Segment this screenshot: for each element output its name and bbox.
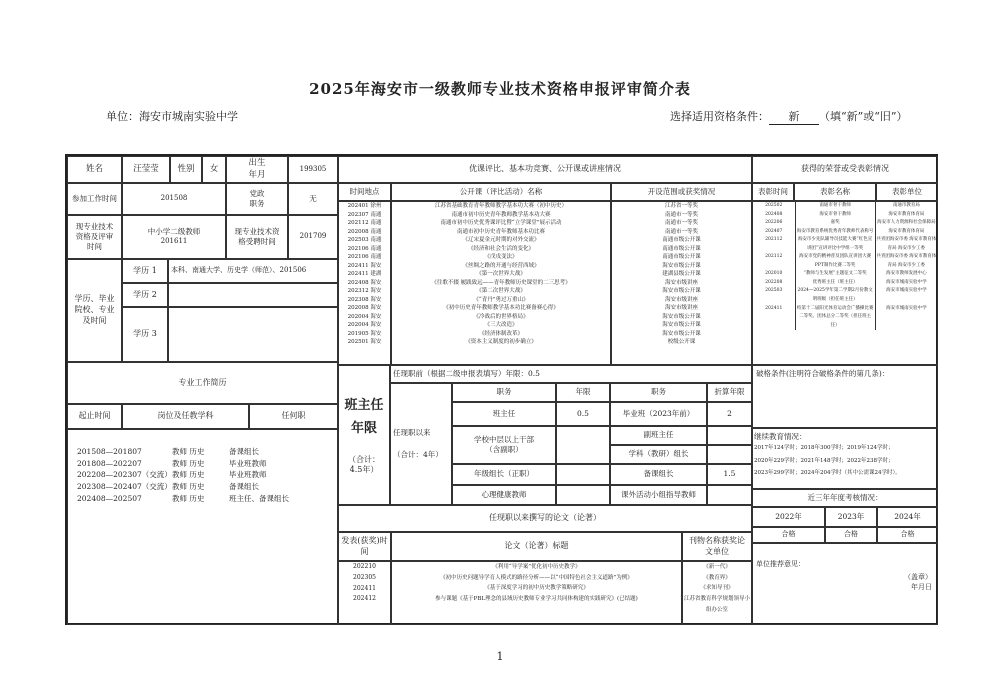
honor-org: 海安市城南实验中学 — [886, 288, 927, 294]
career-post: 教师 历史 — [172, 481, 205, 491]
name-value: 汪莹莹 — [122, 156, 170, 183]
honor-org: 海安市教育体育局 — [888, 211, 925, 217]
continuing-ed-label: 继续教育情况： — [754, 432, 807, 441]
assessment-label: 近三年年度考核情况： — [752, 489, 938, 507]
continuing-ed-line: 2017年124学时；2018年300学时；2019年124学时； — [754, 445, 894, 452]
ht-duty: 年级组长（正职） — [452, 464, 556, 485]
lesson-time: 202312 海安 — [347, 288, 382, 295]
ht-duty: 班主任 — [452, 402, 556, 426]
lesson-result: 校级公开课 — [667, 339, 696, 346]
ht-col-duty2: 职务 — [610, 383, 707, 402]
honor-row — [753, 202, 937, 211]
honors-header-time: 表彰时间 — [752, 183, 794, 201]
ht-years — [556, 485, 610, 505]
ht-conv: 2 — [707, 402, 752, 426]
lesson-time: 202501 海安 — [347, 339, 382, 346]
page-number: 1 — [496, 650, 504, 663]
lessons-header-name: 公开课（评比活动）名称 — [391, 183, 611, 201]
lesson-result: 江苏省一等奖 — [664, 203, 698, 209]
honor-org: 共青团海安市委 海安市教育体育局 海安市少工委 — [876, 237, 937, 251]
honor-row — [753, 270, 937, 279]
honor-row — [753, 287, 937, 304]
lesson-time: 202004 海安 — [347, 322, 382, 329]
paper-journal: 《求知导刊》 — [700, 585, 734, 592]
honor-org: 南通市教育局 — [892, 203, 920, 208]
honor-name: “教师与生发展”主题征文二等奖 — [795, 270, 876, 279]
honor-name: 南通市骨干教师 — [795, 202, 876, 211]
career-period: 201508—201807 — [77, 447, 142, 456]
lesson-name: 南通市初中历史优秀课评比暨“立学课堂”展示活动 — [440, 220, 562, 227]
papers-header-title: 论文（论著）标题 — [391, 532, 682, 561]
honor-row — [753, 211, 937, 220]
continuing-ed-line: 2023年299学时；2024年204学时（其中公需课24学时）。 — [754, 470, 901, 477]
papers-journal-col — [682, 561, 752, 625]
honor-name: 海安市少先队辅导员技能大赛“红色宣讲团”宣讲评比中学组一等奖 — [795, 236, 876, 253]
current-title-cell — [122, 215, 226, 259]
lesson-result: 南通市一等奖 — [664, 211, 698, 218]
lesson-result: 海安市级讲座 — [664, 279, 698, 286]
education-label: 学历、毕业院校、专业及时间 — [67, 259, 122, 362]
ht-duty2: 学科（教研）组长 — [610, 445, 707, 464]
ht-conv: 1.5 — [707, 464, 752, 485]
ht-col-duty: 职务 — [452, 383, 556, 402]
career-header-post: 岗位及任教学科 — [122, 404, 249, 429]
honor-time: 202502 — [765, 203, 783, 208]
headteacher-since-cell — [390, 383, 452, 505]
honor-time: 202411 — [765, 305, 783, 311]
career-row — [77, 446, 289, 458]
papers-title: 任现职以来撰写的论文（论著） — [338, 505, 752, 532]
honor-name: 优秀班主任（班主任） — [795, 279, 876, 288]
lesson-name: 《资本主义制度的初步确立》 — [465, 339, 537, 346]
lesson-name: 《往歌不辍 履践致远——青年教师历史课堂的二三思考》 — [431, 279, 571, 286]
lesson-name: 《辽宋夏金元时期的对外交流》 — [462, 237, 540, 244]
headteacher-label-1: 班主任 — [344, 397, 384, 413]
career-role: 备课组长 — [229, 447, 259, 456]
lesson-name: 《三大改造》 — [484, 322, 518, 329]
headteacher-since-label: 任现职以来 — [393, 427, 431, 437]
lesson-name: 《冷战后的世界格局》 — [473, 313, 529, 320]
lessons-header-time: 时间地点 — [338, 183, 391, 201]
ht-duty2: 课外活动小组指导教师 — [610, 485, 707, 505]
honor-name: 海安市教育系统优秀青年教师代表称号 — [795, 228, 876, 237]
honor-time: 202206 — [765, 220, 783, 226]
headteacher-total: （合计：4.5年） — [348, 454, 380, 475]
papers-title-col — [391, 561, 682, 625]
condition-label: 选择适用资格条件： — [670, 110, 769, 123]
breakthrough-cell — [752, 365, 938, 428]
recommendation-cell — [752, 543, 938, 625]
lesson-name: 《第二次世界大战》 — [476, 288, 526, 295]
paper-title: 《基于深度学习的初中历史教学策略研究》 — [484, 585, 589, 592]
lesson-result: 海安市级公开课 — [662, 330, 701, 337]
paper-time: 202210 — [353, 563, 376, 570]
career-row — [77, 481, 289, 493]
assessment-year: 2024年 — [877, 507, 938, 527]
condition-hint: （填“新”或“旧”） — [819, 110, 908, 123]
honor-name: 海安市骨干教师 — [795, 211, 876, 220]
headteacher-before — [390, 365, 752, 383]
education-1-label: 学历 1 — [122, 259, 168, 283]
paper-journal: 《教育界》 — [703, 574, 731, 581]
lesson-time: 202106 南通 — [347, 245, 382, 252]
lesson-name: 《经济和社会生活的变化》 — [467, 245, 534, 252]
lesson-name: 《戊戌变法》 — [484, 254, 518, 261]
honor-name: 嘉奖 — [795, 219, 876, 228]
ht-conv — [707, 426, 752, 445]
lesson-name: 南通市初中历史青年教师基本功比赛 — [456, 228, 545, 235]
ht-col-years: 年限 — [556, 383, 610, 402]
honor-org: 海安市教育体育局 — [888, 228, 925, 234]
gender-label: 性别 — [170, 156, 202, 183]
career-role: 班主任、备课组长 — [229, 493, 289, 503]
lesson-name: 《经济体制改革》 — [478, 330, 523, 337]
education-3-label: 学历 3 — [122, 307, 168, 362]
headteacher-before-value: 0.5 — [528, 368, 540, 378]
lesson-name: 《丝绸之路的开通与经营西域》 — [462, 262, 540, 269]
hire-value: 201709 — [288, 215, 338, 259]
lesson-name: 江苏省基础教育青年教师教学基本功大赛（初中历史） — [434, 203, 567, 209]
honor-name: 校第十二届阳光体育运动会广播操比赛二等奖、团体总分二等奖（担任班主任） — [795, 305, 876, 331]
lessons-result-col — [611, 201, 752, 365]
honor-name: 海安市党的精神普及团队宣讲团大赛PPT制作比赛二等奖 — [795, 253, 876, 270]
ht-duty2: 备课组长 — [610, 464, 707, 485]
career-period: 202308—202407（交流） — [77, 481, 172, 491]
papers-time-col — [338, 561, 391, 625]
lesson-time: 202004 海安 — [347, 313, 382, 320]
lesson-time: 202008 海安 — [347, 305, 382, 312]
lesson-name: 《第一次世界大战》 — [476, 271, 526, 278]
lesson-result: 海安市级公开课 — [662, 313, 701, 320]
career-row — [77, 469, 289, 481]
lesson-time: 202308 海安 — [347, 296, 382, 303]
honor-org: 海安市城南实验中学 — [886, 305, 927, 311]
lesson-result: 南通市级公开课 — [662, 254, 701, 261]
gender-value: 女 — [202, 156, 226, 183]
work-start-value: 201508 — [122, 183, 226, 215]
lesson-name: 《“青丹”勇过万重山》 — [473, 296, 529, 303]
honor-time: 202010 — [765, 271, 783, 277]
career-header-period: 起止时间 — [67, 404, 122, 429]
ht-duty2: 副班主任 — [610, 426, 707, 445]
honors-title: 获得的荣誉或受表彰情况 — [752, 156, 938, 183]
honor-row — [753, 236, 937, 253]
unit-line — [106, 108, 238, 124]
recommendation-seal: （盖章） — [904, 573, 932, 582]
honor-row — [753, 253, 937, 270]
ht-years — [556, 426, 610, 464]
lessons-title: 优课评比、基本功竞赛、公开课或讲座情况 — [338, 156, 752, 183]
lesson-result: 海安市级讲座 — [664, 305, 698, 312]
education-2-value — [168, 283, 338, 307]
name-label: 姓名 — [67, 156, 122, 183]
honor-org: 共青团海安市委 海安市教育体育局 海安市少工委 — [876, 254, 937, 268]
paper-title: 《利用“导学案”优化初中历史教学》 — [492, 564, 581, 570]
lessons-name-col — [391, 201, 611, 365]
lesson-time: 202503 南通 — [347, 237, 382, 244]
party-label: 党政职务 — [226, 183, 288, 215]
honor-time: 202112 — [765, 237, 783, 243]
party-value: 无 — [288, 183, 338, 215]
assessment-year: 2023年 — [825, 507, 877, 527]
current-title-date: 201611 — [160, 237, 188, 246]
career-role: 备课组长 — [229, 481, 259, 491]
lesson-result: 海安市级讲座 — [664, 296, 698, 303]
condition-value: 新 — [769, 108, 819, 125]
assessment-year: 2022年 — [752, 507, 825, 527]
honor-time: 202503 — [765, 288, 783, 294]
honor-row — [753, 279, 937, 288]
paper-time: 202412 — [353, 595, 376, 603]
honor-row — [753, 219, 937, 228]
lesson-time: 202008 南通 — [347, 228, 382, 235]
career-post: 教师 历史 — [172, 470, 205, 480]
career-period: 202408—202507 — [77, 493, 142, 503]
papers-header-journal: 刊物名称获奖论文单位 — [682, 532, 752, 561]
paper-time: 202305 — [353, 573, 376, 581]
ht-conv — [707, 445, 752, 464]
unit-label: 单位： — [106, 110, 139, 123]
career-role: 毕业班教师 — [229, 470, 267, 480]
current-title-label: 现专业技术资格及评审时间 — [67, 215, 122, 259]
honor-org: 海安市人力资源和社会保障局 — [877, 220, 936, 226]
lesson-time: 202411 海安 — [347, 262, 382, 269]
lesson-time: 202112 南通 — [347, 220, 382, 227]
honors-header-name: 表彰名称 — [794, 183, 876, 201]
lesson-time: 202307 南通 — [347, 211, 382, 218]
ht-conv — [707, 485, 752, 505]
paper-journal: 《新一代》 — [703, 564, 731, 570]
continuing-ed-line: 2020年229学时；2021年148学时；2022年238学时； — [754, 457, 894, 464]
page-title: 2025年海安市一级教师专业技术资格申报评审简介表 — [309, 80, 691, 98]
career-period: 202208—202307（交流） — [77, 470, 172, 480]
work-start-label: 参加工作时间 — [67, 183, 122, 215]
ht-col-conv: 折算年限 — [707, 383, 752, 402]
breakthrough-label: 破格条件(注明符合破格条件的第几条)： — [756, 369, 890, 378]
honor-row — [753, 305, 937, 331]
education-3-value — [168, 307, 338, 362]
education-2-label: 学历 2 — [122, 283, 168, 307]
headteacher-since-total: （合计：4年） — [393, 450, 443, 459]
lesson-result: 南通市级公开课 — [662, 245, 701, 252]
condition-line — [670, 108, 908, 125]
headteacher-label-2: 年限 — [350, 421, 377, 437]
career-title: 专业工作简历 — [67, 362, 338, 404]
honor-org: 海安市城南实验中学 — [886, 279, 927, 285]
honors-header-org: 表彰单位 — [876, 183, 938, 201]
career-list — [67, 429, 338, 625]
ht-duty: 学校中层以上干部（含副职） — [452, 426, 556, 464]
honor-time: 202208 — [765, 279, 783, 285]
ht-duty2: 毕业班（2023年前） — [610, 402, 707, 426]
lesson-result: 南通市一等奖 — [664, 228, 698, 235]
assessment-result: 合格 — [825, 527, 877, 543]
unit-value: 海安市城南实验中学 — [139, 110, 238, 123]
recommendation-label: 单位推荐意见： — [756, 560, 805, 568]
headteacher-label-cell — [338, 365, 390, 505]
lesson-name: 南通市初中历史青年教师教学基本功大赛 — [451, 211, 551, 218]
lesson-result: 南通市级公开课 — [662, 237, 701, 244]
assessment-result: 合格 — [877, 527, 938, 543]
lesson-time: 202408 海安 — [347, 279, 382, 286]
lesson-time: 202401 徐州 — [347, 203, 382, 209]
lessons-time-col — [338, 201, 391, 365]
birth-label: 出生年月 — [226, 156, 288, 183]
lesson-result: 海安市级公开课 — [662, 288, 701, 295]
lesson-time: 202411 建湖 — [347, 271, 382, 278]
career-row — [77, 458, 289, 470]
career-header-role: 任何职 — [249, 404, 338, 429]
lesson-name: 《初中历史青年教师教学基本功比赛备赛心得》 — [443, 305, 559, 312]
assessment-result: 合格 — [752, 527, 825, 543]
education-1-value: 本科、南通大学、历史学（师范）、201506 — [168, 259, 338, 283]
career-post: 教师 历史 — [172, 447, 205, 456]
honors-body — [752, 201, 938, 365]
honor-name: 2024—2025学年第二学期2月份教文明班级（担任班主任） — [795, 287, 876, 304]
honor-row — [753, 228, 937, 237]
headteacher-before-label: 任现职前（根据二级申报表填写）年限： — [393, 368, 528, 378]
recommendation-date: 年月日 — [911, 582, 932, 591]
career-period: 201808—202207 — [77, 458, 142, 468]
continuing-ed-cell — [752, 428, 938, 489]
paper-title: 参与课题《基于PBL理念的县域历史教师专业学习共同体构建的实践研究》(已结题) — [435, 596, 638, 603]
paper-journal: 江苏省教育科学规划领导小组办公室 — [683, 596, 750, 613]
current-title-value: 中小学二级教师 — [147, 227, 201, 237]
papers-header-time: 发表(获奖)时间 — [338, 532, 391, 561]
paper-time: 202411 — [353, 584, 376, 592]
honor-time: 202407 — [765, 228, 783, 234]
career-post: 教师 历史 — [172, 493, 205, 503]
lesson-result: 建湖县级公开课 — [662, 271, 701, 278]
form-table — [65, 154, 938, 625]
lesson-result: 海安市级公开课 — [662, 262, 701, 269]
career-post: 教师 历史 — [172, 458, 205, 468]
lesson-result: 海安市级公开课 — [662, 322, 701, 329]
ht-duty: 心理健康教师 — [452, 485, 556, 505]
hire-label: 现专业技术资格受聘时间 — [226, 215, 288, 259]
lesson-time: 201905 海安 — [347, 330, 382, 337]
birth-value: 199305 — [288, 156, 338, 183]
lesson-time: 202106 南通 — [347, 254, 382, 261]
lesson-result: 南通市一等奖 — [664, 220, 698, 227]
honor-org: 海安市教师发展中心 — [886, 271, 927, 277]
paper-title: 《初中历史问题导学育人模式的路径分析——以“中国特色社会主义道路”为例》 — [440, 574, 633, 581]
career-role: 毕业班教师 — [229, 458, 267, 468]
ht-years: 0.5 — [556, 402, 610, 426]
ht-years — [556, 464, 610, 485]
career-row — [77, 493, 289, 505]
honor-time: 202112 — [765, 254, 783, 260]
lessons-header-result: 开设范围或获奖情况 — [611, 183, 752, 201]
honor-time: 202408 — [765, 211, 783, 217]
